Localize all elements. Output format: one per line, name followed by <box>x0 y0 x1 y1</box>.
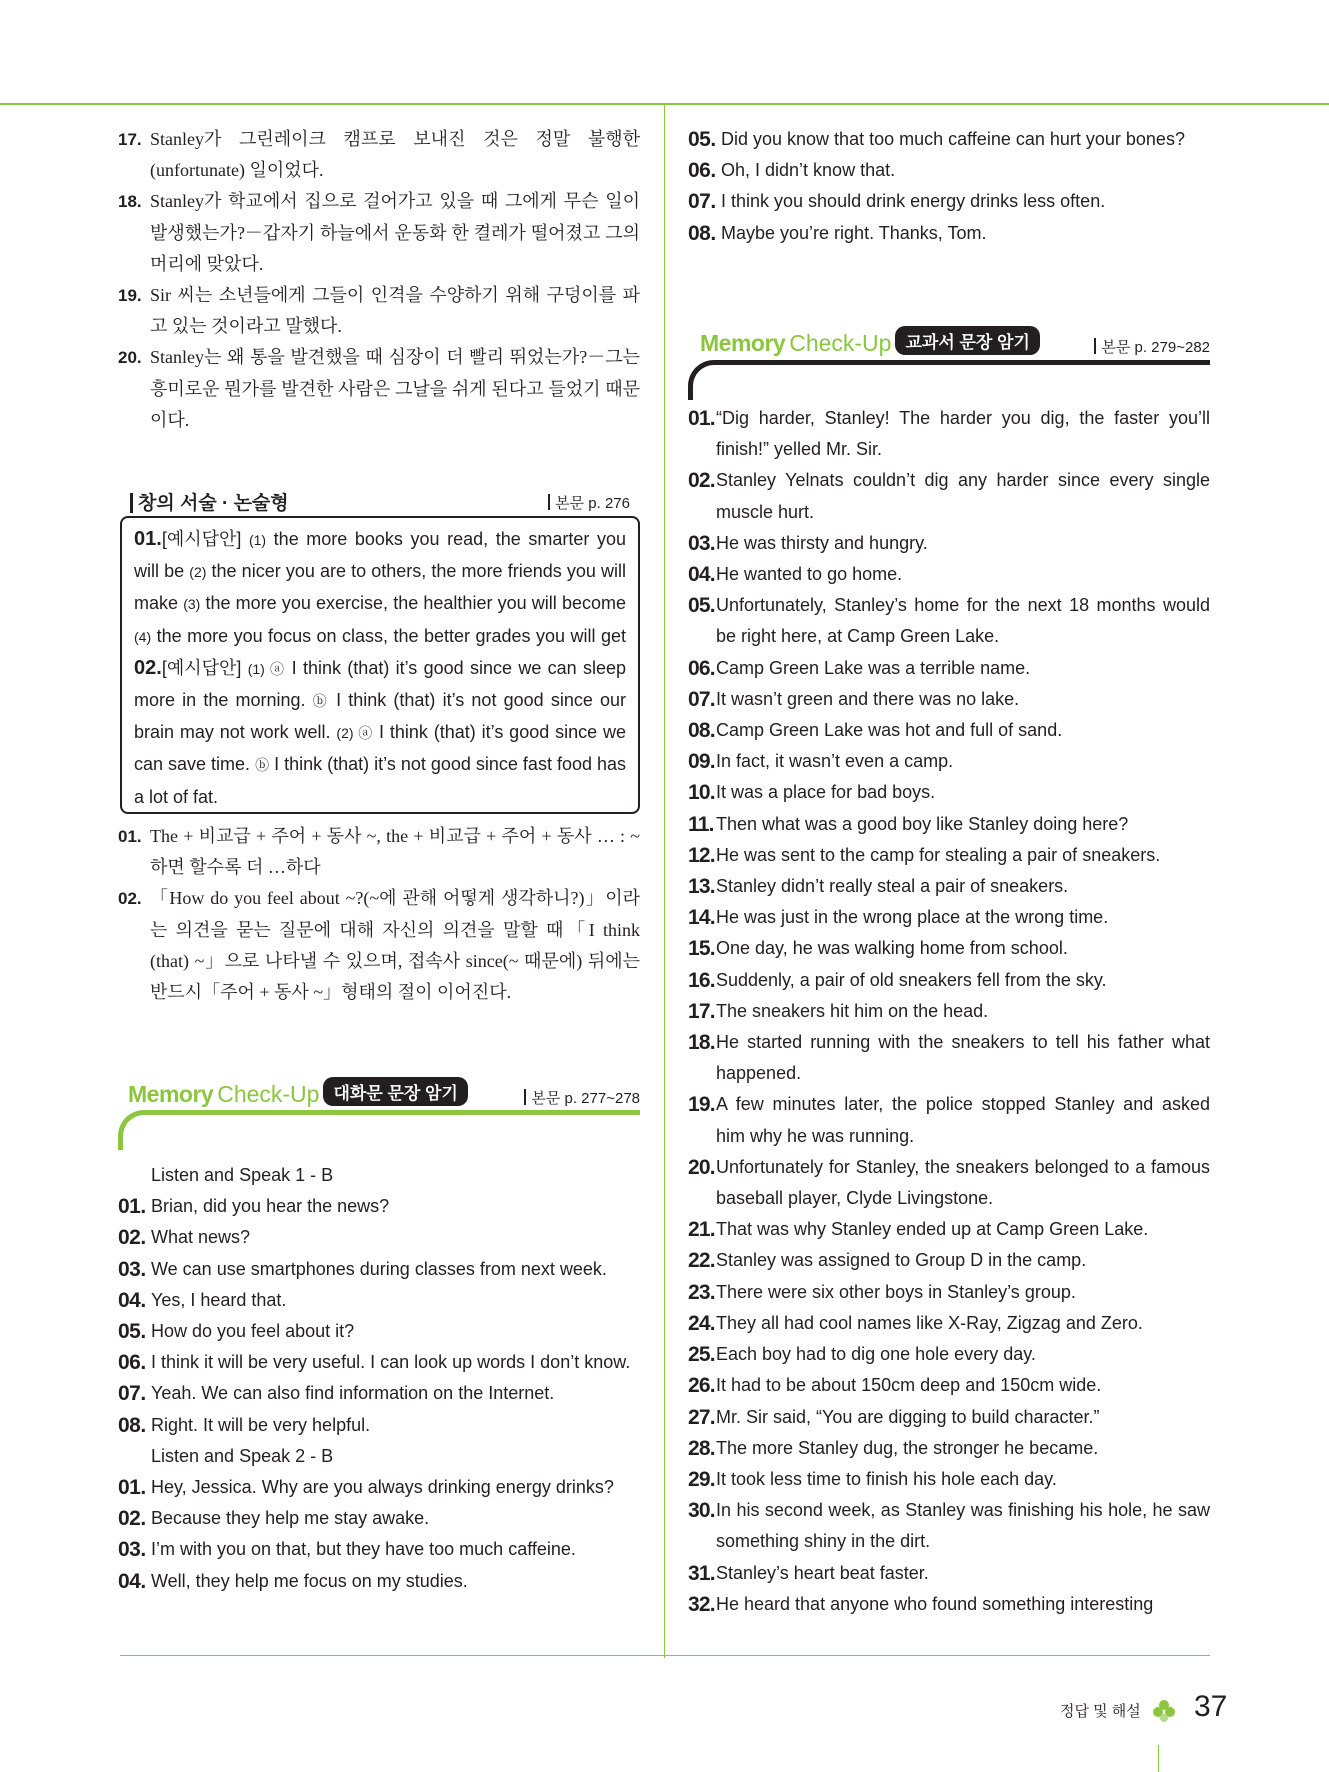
dialogue-line: 06. Oh, I didn’t know that. <box>688 159 896 183</box>
textbook-sentence: 20. Unfortunately for Stanley, the sneakers belonged to a famous baseball player, Clyde Livingstone. <box>688 1155 1210 1209</box>
textbook-sentence: 10. It was a place for bad boys. <box>688 781 936 805</box>
memory-textbook-rule <box>688 360 1210 400</box>
textbook-sentence: 23. There were six other boys in Stanley’s group. <box>688 1280 1076 1304</box>
textbook-sentence: 03. He was thirsty and hungry. <box>688 531 928 555</box>
explanation-notes <box>118 821 640 1008</box>
creative-section-ref: 본문 p. 276 <box>548 492 630 513</box>
dialogue-line: 02. Because they help me stay awake. <box>118 1507 430 1531</box>
textbook-sentence: 06. Camp Green Lake was a terrible name. <box>688 656 1031 680</box>
textbook-sentence: 04. He wanted to go home. <box>688 563 903 587</box>
textbook-sentence: 29. It took less time to finish his hole each day. <box>688 1467 1057 1491</box>
memory-dialogue-rule <box>118 1110 640 1150</box>
check-up-label: Check-Up <box>217 1081 320 1107</box>
dialogue-group-title: Listen and Speak 2 - B <box>151 1445 334 1466</box>
memory-textbook-header <box>700 326 1210 362</box>
dialogue-group-title: Listen and Speak 1 - B <box>151 1165 334 1185</box>
dialogue-line: 08. Maybe you’re right. Thanks, Tom. <box>688 221 987 245</box>
textbook-sentence: 11. Then what was a good boy like Stanley doing here? <box>688 812 1129 836</box>
clover-leaf-icon <box>1150 1697 1178 1725</box>
textbook-sentence: 22. Stanley was assigned to Group D in the camp. <box>688 1249 1087 1273</box>
dialogue-line: 08. Right. It will be very helpful. <box>118 1413 371 1437</box>
textbook-sentence: 13. Stanley didn’t really steal a pair of sneakers. <box>688 875 1069 899</box>
textbook-sentence: 32. He heard that anyone who found something interesting <box>688 1592 1154 1616</box>
textbook-sentence-list <box>688 403 1210 1620</box>
korean-answer: 19. Sir 씨는 소년들에게 그들이 인격을 수양하기 위해 구덩이를 파고 있는 것이라고 말했다. <box>118 285 640 337</box>
textbook-sentence: 24. They all had cool names like X-Ray, Zigzag and Zero. <box>688 1311 1143 1335</box>
creative-section-header <box>120 488 630 518</box>
section-badge: 교과서 문장 암기 <box>895 326 1039 355</box>
dialogue-line: 02. What news? <box>118 1226 251 1250</box>
dialogue-line: 05. How do you feel about it? <box>118 1320 355 1344</box>
dialogue-line: 04. Well, they help me focus on my studies. <box>118 1569 468 1593</box>
dialogue-line: 01. Brian, did you hear the news? <box>118 1195 390 1219</box>
korean-answer-list <box>118 124 640 436</box>
textbook-sentence: 08. Camp Green Lake was hot and full of sand. <box>688 719 1063 743</box>
textbook-sentence: 12. He was sent to the camp for stealing a pair of sneakers. <box>688 843 1161 867</box>
dialogue-line: 07. I think you should drink energy drinks less often. <box>688 190 1106 214</box>
textbook-sentence: 25. Each boy had to dig one hole every day. <box>688 1343 1036 1367</box>
dialogue-list-continued <box>688 124 1210 249</box>
textbook-sentence: 07. It wasn’t green and there was no lake. <box>688 687 1020 711</box>
textbook-sentence: 09. In fact, it wasn’t even a camp. <box>688 750 954 774</box>
textbook-sentence: 26. It had to be about 150cm deep and 150cm wide. <box>688 1374 1102 1398</box>
textbook-sentence: 16. Suddenly, a pair of old sneakers fell from the sky. <box>688 968 1107 992</box>
page-number: 37 <box>1194 1690 1228 1723</box>
side-rule <box>1158 1745 1159 1772</box>
dialogue-line: 05. Did you know that too much caffeine can hurt your bones? <box>688 128 1185 151</box>
textbook-sentence: 15. One day, he was walking home from school. <box>688 937 1068 961</box>
textbook-sentence: 30. In his second week, as Stanley was finishing his hole, he saw something shiny in the dirt. <box>688 1499 1210 1552</box>
textbook-sentence: 18. He started running with the sneakers to tell his father what happened. <box>688 1031 1210 1084</box>
textbook-sentence: 14. He was just in the wrong place at the wrong time. <box>688 906 1109 930</box>
creative-section-title: 창의 서술 · 논술형 <box>138 488 289 515</box>
textbook-sentence: 21. That was why Stanley ended up at Camp Green Lake. <box>688 1218 1149 1242</box>
dialogue-line: 07. Yeah. We can also find information on the Internet. <box>118 1382 555 1406</box>
korean-answer: 18. Stanley가 학교에서 집으로 걸어가고 있을 때 그에게 무슨 일이 발생했는가?－갑자기 하늘에서 운동화 한 켤레가 떨어졌고 그의 머리에 맞았다. <box>118 191 640 274</box>
memory-label: Memory <box>700 330 786 356</box>
textbook-sentence: 19. A few minutes later, the police stopped Stanley and asked him why he was running. <box>688 1093 1210 1146</box>
textbook-sentence: 05. Unfortunately, Stanley’s home for the next 18 months would be right here, at Camp Green Lake. <box>688 594 1210 647</box>
textbook-sentence: 28. The more Stanley dug, the stronger he became. <box>688 1436 1099 1460</box>
textbook-sentence: 31. Stanley’s heart beat faster. <box>688 1561 929 1585</box>
dialogue-line: 03. We can use smartphones during classes from next week. <box>118 1257 607 1281</box>
footer-label: 정답 및 해설 <box>1060 1703 1141 1720</box>
memory-dialogue-ref: 본문 p. 277~278 <box>524 1087 640 1108</box>
explanation-note: 02. 「How do you feel about ~?(~에 관해 어떻게 생각하니?)」이라는 의견을 묻는 질문에 대해 자신의 의견을 말할 때「I think (that) ~」으로 나타낼 수 있으며, 접속사 since(~ 때문에) 뒤에는 반드시「주어 + 동사 ~」형태의 절이 이어진다. <box>118 888 640 1003</box>
section-badge: 대화문 문장 암기 <box>323 1077 467 1106</box>
textbook-sentence: 27. Mr. Sir said, “You are digging to build character.” <box>688 1405 1100 1429</box>
explanation-note: 01. The + 비교급 + 주어 + 동사 ~, the + 비교급 + 주어 + 동사 … : ~하면 할수록 더 …하다 <box>118 826 640 878</box>
memory-label: Memory <box>128 1081 214 1107</box>
memory-textbook-ref: 본문 p. 279~282 <box>1094 336 1210 357</box>
korean-answer: 17. Stanley가 그린레이크 캠프로 보내진 것은 정말 불행한(unfortunate) 일이었다. <box>118 129 640 181</box>
dialogue-line: 06. I think it will be very useful. I can look up words I don’t know. <box>118 1351 631 1375</box>
dialogue-list <box>118 1160 640 1597</box>
model-answer-box: 01.[예시답안] (1) the more books you read, the smarter you will be (2) the nicer you are to others, the more friends you will make (3) the more you exercise, the healthier you will become (4) the more you focus on class, the better grades you will get 02.[예시답안] (1) ⓐ I think (that) it’s good since we can sleep more in the morning. ⓑ I think (that) it’s not good since our brain may not work well. (2) ⓐ I think (that) it’s good since we can save time. ⓑ I think (that) it’s not good since fast food has a lot of fat. <box>120 516 640 814</box>
dialogue-line: 03. I’m with you on that, but they have too much caffeine. <box>118 1538 576 1562</box>
memory-dialogue-header <box>128 1077 640 1113</box>
bottom-rule <box>120 1655 1210 1656</box>
korean-answer: 20. Stanley는 왜 통을 발견했을 때 심장이 더 빨리 뛰었는가?－그는 흥미로운 뭔가를 발견한 사람은 그날을 쉬게 된다고 들었기 때문이다. <box>118 347 640 430</box>
check-up-label: Check-Up <box>789 330 892 356</box>
textbook-sentence: 17. The sneakers hit him on the head. <box>688 999 989 1023</box>
dialogue-line: 01. Hey, Jessica. Why are you always drinking energy drinks? <box>118 1476 614 1500</box>
column-divider <box>664 105 665 1658</box>
dialogue-line: 04. Yes, I heard that. <box>118 1288 287 1312</box>
textbook-sentence: 02. Stanley Yelnats couldn’t dig any harder since every single muscle hurt. <box>688 469 1210 522</box>
textbook-sentence: 01. “Dig harder, Stanley! The harder you dig, the faster you’ll finish!” yelled Mr. Sir. <box>688 407 1210 460</box>
